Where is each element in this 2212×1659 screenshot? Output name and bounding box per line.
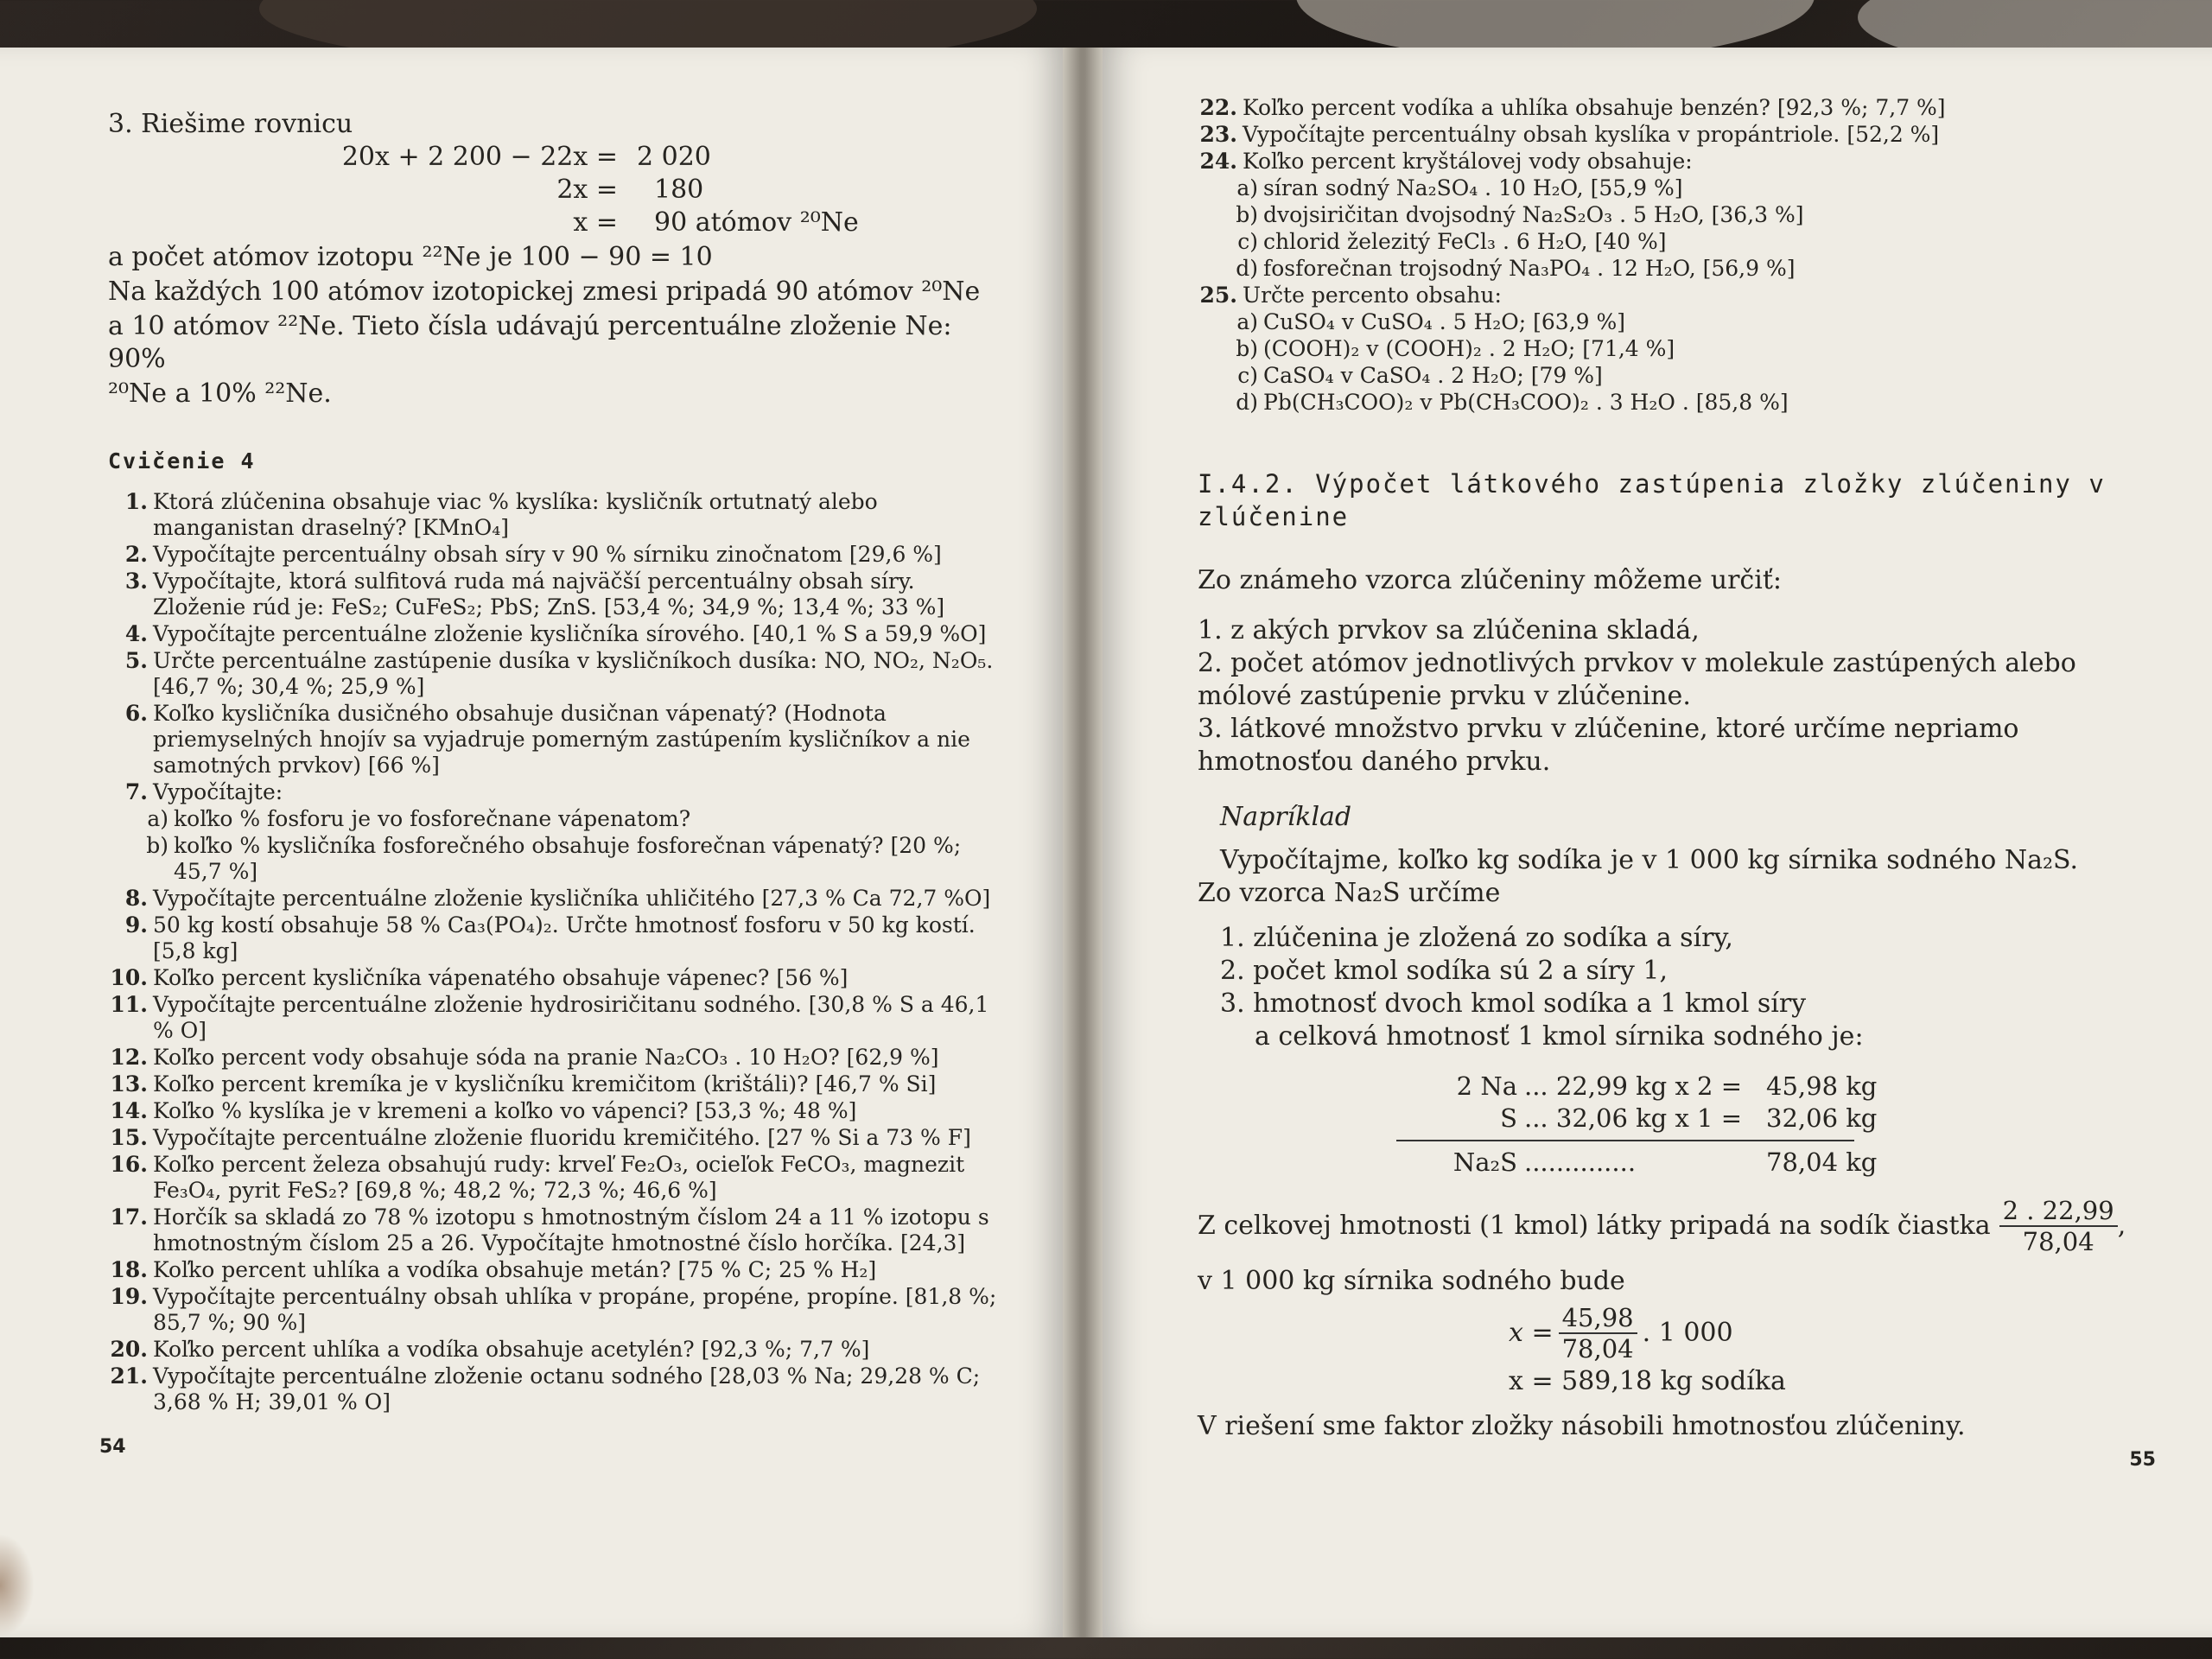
intro-line: ²⁰Ne a 10% ²²Ne. <box>108 378 332 409</box>
exercise-subitem <box>1198 390 2157 416</box>
example-text-2: Zo vzorca Na₂S určíme <box>1198 878 1501 908</box>
exercise-number: d) <box>1236 256 1258 281</box>
sum-rule <box>1396 1140 1854 1141</box>
comma: , <box>2117 1211 2126 1241</box>
exercise-number: 13. <box>110 1071 148 1096</box>
book-gutter <box>1063 48 1103 1637</box>
exercise-text: Horčík sa skladá zo 78 % izotopu s hmotnostným číslom 24 a 11 % izotopu s hmotnostným číslom 25 a 26. Vypočítajte hmotnostné číslo horčíka. [24,3] <box>153 1205 989 1255</box>
exercise-item <box>108 489 1011 541</box>
finger-shadow <box>0 1534 35 1637</box>
line-bude: v 1 000 kg sírnika sodného bude <box>1198 1266 1625 1296</box>
exercise-text: Koľko percent kryštálovej vody obsahuje: <box>1243 149 1693 174</box>
exercise-number: b) <box>146 833 168 858</box>
exercise-number: 8. <box>124 886 148 911</box>
exercise-number: 3. <box>124 569 148 594</box>
exercise-item <box>108 621 1011 647</box>
calc-element: Na₂S <box>1452 1147 1517 1177</box>
property-list <box>1198 614 2157 779</box>
exercise-text: fosforečnan trojsodný Na₃PO₄ . 12 H₂O, [56,9 %] <box>1263 256 1796 281</box>
exercise-text: 50 kg kostí obsahuje 58 % Ca₃(PO₄)₂. Určte hmotnosť fosforu v 50 kg kostí. [5,8 kg] <box>153 912 976 963</box>
exercise-subitem <box>1198 229 2157 255</box>
section-intro: Zo známeho vzorca zlúčeniny môžeme určiť: <box>1198 565 1782 595</box>
exercise-number: 9. <box>124 912 148 938</box>
equation-rhs: 2 020 <box>637 142 711 172</box>
exercise-text: Koľko percent železa obsahujú rudy: krveľ Fe₂O₃, ocieľok FeCO₃, magnezit Fe₃O₄, pyrit FeS₂? [69,8 %; 48,2 %; 72,3 %; 46,6 %] <box>153 1152 965 1203</box>
exercise-text: koľko % fosforu je vo fosforečnane vápenatom? <box>174 806 691 831</box>
exercise-number: 16. <box>110 1152 148 1177</box>
exercise-number: 2. <box>124 542 148 567</box>
equation-lhs: 20x + 2 200 − 22x = <box>341 142 618 172</box>
left-page <box>0 48 1063 1637</box>
exercise-subitem <box>1198 175 2157 201</box>
exercise-text: Vypočítajte percentuálne zloženie fluoridu kremičitého. [27 % Si a 73 % F] <box>153 1125 971 1150</box>
exercise-text: Vypočítajte percentuálny obsah síry v 90 % sírniku zinočnatom [29,6 %] <box>153 542 942 567</box>
exercise-item <box>108 886 1011 912</box>
x-result: x = 589,18 kg sodíka <box>1509 1366 1786 1396</box>
calc-element: S <box>1500 1103 1517 1133</box>
section-heading: I.4.2. Výpočet látkového zastúpenia zložky zlúčeniny v zlúčenine <box>1198 469 2106 531</box>
step-item: a celková hmotnosť 1 kmol sírnika sodného je: <box>1255 1021 1864 1052</box>
exercise-item <box>108 701 1011 779</box>
exercise-number: 10. <box>110 965 148 990</box>
exercise-item <box>1198 283 2157 308</box>
exercise-number: 6. <box>124 701 148 726</box>
exercise-item <box>108 1205 1011 1256</box>
fraction-numerator: 2 . 22,99 <box>1999 1196 2118 1227</box>
exercise-number: 20. <box>110 1337 148 1362</box>
calc-result: 32,06 kg <box>1766 1103 1878 1133</box>
exercise-number: 5. <box>124 648 148 673</box>
exercise-number: 7. <box>124 779 148 804</box>
fraction-text: Z celkovej hmotnosti (1 kmol) látky pripadá na sodík čiastka <box>1198 1211 1991 1241</box>
page-number: 54 <box>99 1436 126 1458</box>
exercise-subitem <box>1198 309 2157 335</box>
step-item: 2. počet kmol sodíka sú 2 a síry 1, <box>1220 956 1668 986</box>
exercise-item <box>108 992 1011 1044</box>
exercise-number: a) <box>1236 175 1258 200</box>
exercise-text: síran sodný Na₂SO₄ . 10 H₂O, [55,9 %] <box>1263 175 1683 200</box>
exercise-number: d) <box>1236 390 1258 415</box>
fraction-denominator: 78,04 <box>1561 1334 1634 1363</box>
intro-heading: 3. Riešime rovnicu <box>108 109 353 139</box>
exercise-item <box>108 648 1011 700</box>
exercise-text: Pb(CH₃COO)₂ v Pb(CH₃COO)₂ . 3 H₂O . [85,8 %] <box>1263 390 1789 415</box>
exercise-heading: Cvičenie 4 <box>108 448 256 474</box>
fraction-numerator: 45,98 <box>1559 1303 1637 1334</box>
example-text: Vypočítajme, koľko kg sodíka je v 1 000 kg sírnika sodného Na₂S. <box>1220 845 2079 875</box>
calc-dots: .............. <box>1524 1147 1637 1177</box>
exercise-text: Vypočítajte percentuálne zloženie kysličníka uhličitého [27,3 % Ca 72,7 %O] <box>153 886 991 911</box>
x-suffix: . 1 000 <box>1642 1318 1733 1348</box>
exercise-item <box>108 569 1011 620</box>
exercise-number: 21. <box>110 1363 148 1389</box>
list-item: 3. látkové množstvo prvku v zlúčenine, ktoré určíme nepriamo hmotnosťou daného prvku. <box>1198 714 2019 777</box>
right-page <box>1103 48 2212 1637</box>
exercise-number: 19. <box>110 1284 148 1309</box>
exercise-text: Ktorá zlúčenina obsahuje viac % kyslíka: kysličník ortutnatý alebo manganistan draselný? [KMnO₄] <box>153 489 878 540</box>
exercise-item <box>108 1098 1011 1124</box>
exercise-number: c) <box>1237 363 1258 388</box>
right-page-content <box>1198 95 2157 1443</box>
exercise-item <box>1198 95 2157 121</box>
exercise-item <box>108 1257 1011 1283</box>
equation-row <box>212 141 1011 174</box>
exercise-item <box>108 1152 1011 1204</box>
equation-row <box>212 174 1011 207</box>
exercise-text: koľko % kysličníka fosforečného obsahuje fosforečnan vápenatý? [20 %; 45,7 %] <box>174 833 962 884</box>
exercise-number: 17. <box>110 1205 148 1230</box>
exercise-text: Koľko kysličníka dusičného obsahuje dusičnan vápenatý? (Hodnota priemyselných hnojív sa vyjadruje pomerným zastúpením kysličníkov a nie samotných prvkov) [66 %] <box>153 701 970 778</box>
exercise-item <box>1198 149 2157 175</box>
exercise-number: c) <box>1237 229 1258 254</box>
equation-lhs: 2x = <box>556 175 618 205</box>
exercise-text: dvojsiričitan dvojsodný Na₂S₂O₃ . 5 H₂O, [36,3 %] <box>1263 202 1804 227</box>
exercise-number: b) <box>1236 202 1258 227</box>
exercise-number: 11. <box>110 992 148 1017</box>
fraction <box>1559 1303 1637 1363</box>
exercise-text: Vypočítajte: <box>153 779 283 804</box>
exercise-number: a) <box>147 806 168 831</box>
exercise-text: Vypočítajte percentuálne zloženie kysličníka sírového. [40,1 % S a 59,9 %O] <box>153 621 987 646</box>
exercise-number: 25. <box>1199 283 1237 308</box>
calc-total-row <box>1414 1147 2157 1179</box>
exercise-item <box>108 1363 1011 1415</box>
exercise-text: chlorid železitý FeCl₃ . 6 H₂O, [40 %] <box>1263 229 1667 254</box>
exercise-item <box>108 1337 1011 1363</box>
exercise-text: Koľko percent uhlíka a vodíka obsahuje metán? [75 % C; 25 % H₂] <box>153 1257 877 1282</box>
exercise-subitem <box>1198 336 2157 362</box>
fraction-line <box>1198 1196 2157 1256</box>
exercise-text: Koľko percent vodíka a uhlíka obsahuje benzén? [92,3 %; 7,7 %] <box>1243 95 1946 120</box>
exercise-number: 18. <box>110 1257 148 1282</box>
exercise-text: Určte percento obsahu: <box>1243 283 1502 308</box>
exercise-item <box>108 779 1011 805</box>
exercise-subitem <box>108 833 1011 885</box>
exercise-subitem <box>1198 202 2157 228</box>
exercise-number: b) <box>1236 336 1258 361</box>
equation-lhs: x = <box>573 207 618 238</box>
equation-block <box>212 141 1011 239</box>
mass-calculation <box>1414 1071 2157 1179</box>
equation-row <box>212 207 1011 239</box>
intro-line: Na každých 100 atómov izotopickej zmesi pripadá 90 atómov ²⁰Ne <box>108 276 981 307</box>
exercise-text: Koľko percent kysličníka vápenatého obsahuje vápenec? [56 %] <box>153 965 849 990</box>
exercise-text: (COOH)₂ v (COOH)₂ . 2 H₂O; [71,4 %] <box>1263 336 1675 361</box>
exercise-text: Vypočítajte percentuálne zloženie hydrosiričitanu sodného. [30,8 % S a 46,1 % O] <box>153 992 989 1043</box>
exercise-text: Koľko percent uhlíka a vodíka obsahuje acetylén? [92,3 %; 7,7 %] <box>153 1337 870 1362</box>
calc-row <box>1414 1103 2157 1135</box>
steps-list <box>1198 922 2157 1053</box>
exercise-subitem <box>108 806 1011 832</box>
example-label: Napríklad <box>1220 802 1352 832</box>
exercise-number: 22. <box>1199 95 1237 120</box>
exercise-list <box>1198 95 2157 416</box>
exercise-number: 4. <box>124 621 148 646</box>
exercise-item <box>108 542 1011 568</box>
x-prefix: x = <box>1509 1318 1554 1348</box>
calc-expression: ... 32,06 kg x 1 = <box>1524 1103 1743 1133</box>
exercise-text: CuSO₄ v CuSO₄ . 5 H₂O; [63,9 %] <box>1263 309 1626 334</box>
exercise-subitem <box>1198 256 2157 282</box>
exercise-number: 23. <box>1199 122 1237 147</box>
left-page-content <box>108 108 1011 1416</box>
list-item: 1. z akých prvkov sa zlúčenina skladá, <box>1198 615 1700 645</box>
exercise-text: Koľko percent kremíka je v kysličníku kremičitom (krištáli)? [46,7 % Si] <box>153 1071 937 1096</box>
closing-text: V riešení sme faktor zložky násobili hmotnosťou zlúčeniny. <box>1198 1411 1966 1441</box>
calc-row <box>1414 1071 2157 1103</box>
exercise-item <box>108 912 1011 964</box>
fraction-denominator: 78,04 <box>2022 1227 2094 1256</box>
exercise-number: 1. <box>124 489 148 514</box>
exercise-text: Určte percentuálne zastúpenie dusíka v kysličníkoch dusíka: NO, NO₂, N₂O₅. [46,7 %; 30,4 %; 25,9 %] <box>153 648 994 699</box>
exercise-number: 14. <box>110 1098 148 1123</box>
exercise-list <box>108 489 1011 1415</box>
exercise-item <box>108 1071 1011 1097</box>
calc-expression: ... 22,99 kg x 2 = <box>1524 1071 1743 1101</box>
x-equation <box>1509 1303 2157 1363</box>
equation-rhs: 90 atómov ²⁰Ne <box>654 207 859 238</box>
exercise-subitem <box>1198 363 2157 389</box>
calc-result: 45,98 kg <box>1766 1071 1878 1101</box>
exercise-text: Vypočítajte, ktorá sulfitová ruda má najväčší percentuálny obsah síry. Zloženie rúd je: FeS₂; CuFeS₂; PbS; ZnS. [53,4 %; 34,9 %; 13,4 %; 33 %] <box>153 569 945 620</box>
exercise-item <box>108 1045 1011 1071</box>
exercise-text: Vypočítajte percentuálne zloženie octanu sodného [28,03 % Na; 29,28 % C; 3,68 % H; 39,01 % O] <box>153 1363 981 1414</box>
calc-element: 2 Na <box>1456 1071 1517 1101</box>
exercise-number: a) <box>1236 309 1258 334</box>
step-item: 3. hmotnosť dvoch kmol sodíka a 1 kmol síry <box>1220 988 1807 1019</box>
equation-rhs: 180 <box>654 175 704 205</box>
exercise-item <box>108 1284 1011 1336</box>
exercise-text: CaSO₄ v CaSO₄ . 2 H₂O; [79 %] <box>1263 363 1603 388</box>
list-item: 2. počet atómov jednotlivých prvkov v molekule zastúpených alebo mólové zastúpenie prvku v zlúčenine. <box>1198 648 2076 711</box>
calc-result: 78,04 kg <box>1766 1147 1878 1177</box>
exercise-text: Koľko % kyslíka je v kremeni a koľko vo vápenci? [53,3 %; 48 %] <box>153 1098 857 1123</box>
exercise-item <box>108 965 1011 991</box>
fraction <box>1999 1196 2118 1256</box>
exercise-item <box>1198 122 2157 148</box>
intro-line: a 10 atómov ²²Ne. Tieto čísla udávajú percentuálne zloženie Ne: 90% <box>108 311 952 374</box>
intro-line: a počet atómov izotopu ²²Ne je 100 − 90 = 10 <box>108 242 713 272</box>
page-number: 55 <box>2129 1449 2156 1471</box>
exercise-item <box>108 1125 1011 1151</box>
step-item: 1. zlúčenina je zložená zo sodíka a síry, <box>1220 923 1733 953</box>
exercise-text: Vypočítajte percentuálny obsah kyslíka v propántriole. [52,2 %] <box>1243 122 1940 147</box>
exercise-number: 12. <box>110 1045 148 1070</box>
exercise-text: Vypočítajte percentuálny obsah uhlíka v propáne, propéne, propíne. [81,8 %; 85,7 %; 90 %] <box>153 1284 997 1335</box>
exercise-number: 24. <box>1199 149 1237 174</box>
exercise-text: Koľko percent vody obsahuje sóda na pranie Na₂CO₃ . 10 H₂O? [62,9 %] <box>153 1045 939 1070</box>
exercise-number: 15. <box>110 1125 148 1150</box>
